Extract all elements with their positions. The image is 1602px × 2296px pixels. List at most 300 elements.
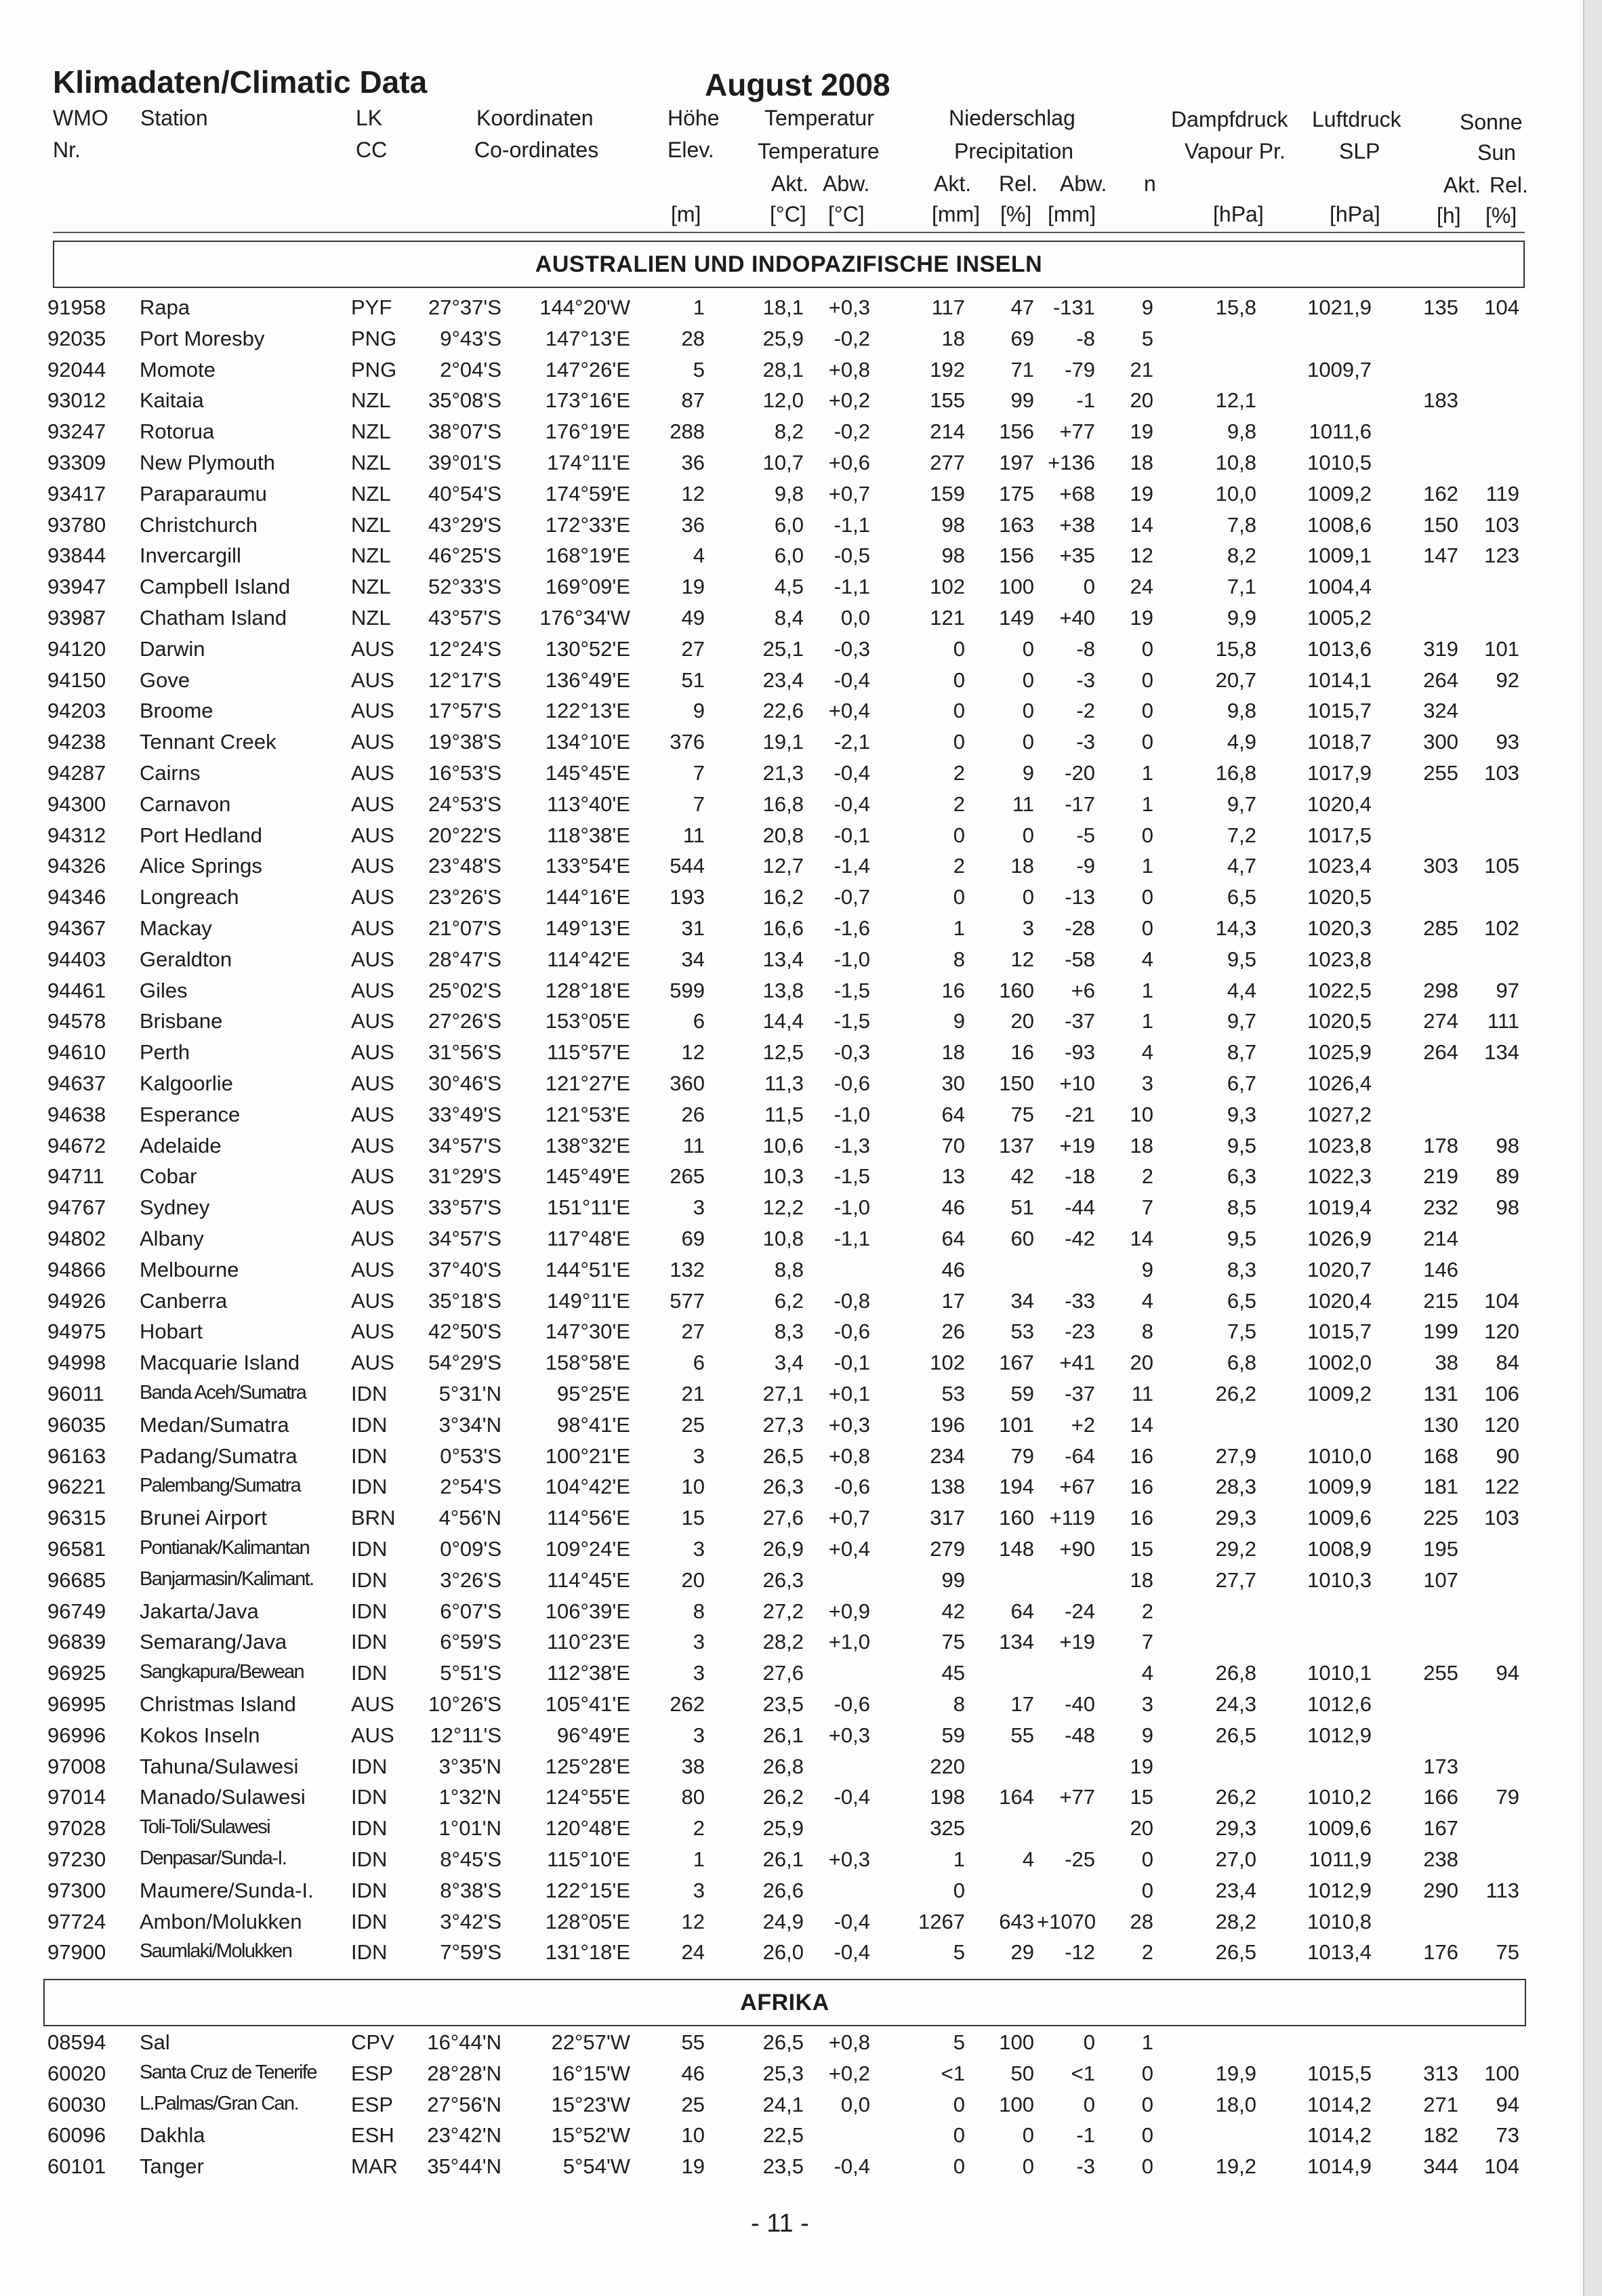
cell-t-akt: 26,5 — [762, 1443, 804, 1468]
cell-t-akt: 26,3 — [762, 1475, 804, 1499]
cell-slp: 1009,2 — [1307, 1382, 1372, 1406]
cell-lat: 17°57'S — [428, 699, 501, 723]
cell-lk: AUS — [351, 792, 394, 816]
cell-lk: NZL — [351, 575, 391, 599]
cell-sun-rel: 97 — [1496, 978, 1519, 1002]
cell-vapour: 9,5 — [1227, 947, 1256, 971]
cell-vapour: 20,7 — [1215, 668, 1256, 692]
cell-wmo: 93780 — [47, 512, 106, 537]
cell-station: Adelaide — [140, 1133, 222, 1157]
cell-p-rel: 197 — [999, 451, 1034, 474]
cell-sun-rel: 123 — [1484, 544, 1519, 568]
cell-lk: AUS — [351, 1227, 394, 1250]
cell-wmo: 97900 — [47, 1940, 106, 1965]
cell-sun-akt: 135 — [1423, 295, 1458, 319]
table-row — [0, 1197, 1583, 1228]
cell-slp: 1015,7 — [1307, 1319, 1372, 1344]
cell-n: 16 — [1130, 1475, 1153, 1499]
cell-lk: IDN — [351, 1567, 388, 1592]
cell-p-abw: -5 — [1076, 823, 1095, 847]
table-row — [0, 1259, 1583, 1290]
cell-slp: 1011,9 — [1309, 1847, 1372, 1871]
cell-n: 8 — [1141, 1319, 1153, 1344]
cell-elev: 25 — [681, 1412, 705, 1437]
cell-lk: IDN — [351, 1412, 388, 1437]
cell-t-abw: -0,2 — [834, 419, 870, 444]
table-row — [0, 390, 1583, 421]
cell-t-akt: 13,8 — [762, 978, 804, 1002]
cell-lk: AUS — [351, 636, 394, 661]
cell-sun-rel: 103 — [1484, 512, 1519, 537]
cell-lat: 30°46'S — [428, 1071, 501, 1095]
cell-station: Kokos Inseln — [140, 1723, 260, 1747]
cell-wmo: 91958 — [47, 295, 106, 319]
cell-sun-rel: 94 — [1496, 1661, 1519, 1685]
cell-t-abw: -0,6 — [834, 1692, 870, 1716]
hdr-prec-akt: Akt. — [934, 171, 972, 196]
cell-elev: 360 — [670, 1071, 705, 1095]
cell-p-akt: 279 — [930, 1537, 965, 1561]
cell-station: Brunei Airport — [140, 1506, 267, 1530]
cell-n: 20 — [1130, 1351, 1153, 1375]
cell-elev: 87 — [681, 388, 705, 413]
cell-sun-akt: 183 — [1423, 388, 1458, 413]
cell-p-akt: 192 — [930, 357, 965, 382]
cell-slp: 1009,9 — [1307, 1475, 1372, 1499]
hdr-sun: Sun — [1477, 140, 1516, 165]
cell-vapour: 9,8 — [1227, 699, 1256, 723]
cell-n: 15 — [1130, 1537, 1153, 1561]
cell-slp: 1025,9 — [1307, 1040, 1372, 1065]
cell-elev: 544 — [670, 854, 705, 878]
cell-vapour: 4,7 — [1227, 854, 1256, 878]
cell-p-rel: 55 — [1010, 1723, 1034, 1747]
cell-station: Cairns — [140, 761, 201, 785]
cell-wmo: 94711 — [47, 1164, 104, 1189]
cell-vapour: 8,5 — [1227, 1195, 1256, 1220]
cell-vapour: 24,3 — [1215, 1692, 1256, 1716]
cell-t-akt: 4,5 — [774, 575, 804, 599]
cell-elev: 9 — [693, 699, 705, 723]
cell-lk: NZL — [351, 512, 391, 537]
cell-sun-akt: 166 — [1423, 1785, 1458, 1809]
cell-lon: 144°20'W — [539, 295, 630, 319]
cell-wmo: 97300 — [47, 1878, 106, 1902]
cell-sun-akt: 173 — [1423, 1754, 1458, 1778]
cell-station: Maumere/Sunda-I. — [140, 1878, 314, 1902]
cell-lon: 106°39'E — [545, 1599, 630, 1623]
table-row — [0, 1042, 1583, 1073]
cell-t-abw: 0,0 — [840, 606, 870, 630]
section-header — [53, 241, 1525, 288]
cell-p-rel: 71 — [1010, 357, 1034, 382]
cell-t-akt: 10,3 — [762, 1164, 804, 1189]
cell-station: Jakarta/Java — [140, 1599, 259, 1623]
cell-p-abw: -12 — [1065, 1940, 1095, 1965]
cell-lon: 112°38'E — [547, 1661, 630, 1685]
cell-slp: 1023,8 — [1307, 947, 1372, 971]
cell-t-akt: 12,2 — [762, 1195, 804, 1220]
cell-elev: 7 — [693, 792, 705, 816]
cell-vapour: 27,0 — [1215, 1847, 1256, 1871]
cell-p-abw: -17 — [1065, 792, 1095, 816]
cell-station: Sal — [140, 2030, 170, 2054]
cell-lat: 16°44'N — [427, 2030, 501, 2054]
cell-p-abw: <1 — [1071, 2061, 1095, 2085]
cell-p-abw: -1 — [1076, 2123, 1095, 2148]
table-row — [0, 576, 1583, 607]
cell-elev: 51 — [681, 668, 705, 692]
cell-t-abw: -0,8 — [834, 1288, 870, 1313]
cell-lat: 27°56'N — [427, 2092, 501, 2116]
cell-p-abw: +90 — [1059, 1537, 1095, 1561]
cell-vapour: 9,8 — [1227, 419, 1256, 444]
cell-vapour: 28,3 — [1215, 1475, 1256, 1499]
cell-p-akt: 42 — [941, 1599, 965, 1623]
cell-lat: 23°48'S — [428, 854, 501, 878]
cell-slp: 1020,5 — [1307, 885, 1372, 909]
table-row — [0, 483, 1583, 514]
cell-lat: 2°04'S — [440, 357, 501, 382]
cell-lat: 0°09'S — [440, 1537, 501, 1561]
cell-t-akt: 26,2 — [762, 1785, 804, 1809]
cell-p-akt: 155 — [930, 388, 965, 413]
cell-p-akt: 0 — [953, 2154, 965, 2179]
cell-t-abw: 0,0 — [840, 2092, 870, 2116]
cell-lon: 174°11'E — [547, 451, 630, 474]
cell-elev: 4 — [693, 544, 705, 568]
cell-p-rel: 99 — [1010, 388, 1034, 413]
cell-t-abw: +0,3 — [828, 1847, 870, 1871]
cell-sun-rel: 104 — [1484, 1288, 1519, 1313]
cell-slp: 1026,9 — [1307, 1227, 1372, 1250]
cell-wmo: 97014 — [47, 1785, 106, 1809]
cell-wmo: 96925 — [47, 1661, 106, 1685]
cell-t-akt: 23,5 — [762, 1692, 804, 1716]
cell-elev: 3 — [693, 1723, 705, 1747]
cell-sun-rel: 75 — [1496, 1940, 1519, 1965]
cell-station: Hobart — [140, 1319, 203, 1344]
cell-station: Semarang/Java — [140, 1630, 287, 1654]
cell-p-rel: 101 — [999, 1412, 1034, 1437]
cell-n: 0 — [1141, 668, 1153, 692]
cell-station: Saumlaki/Molukken — [140, 1940, 292, 1963]
cell-lat: 1°32'N — [438, 1785, 501, 1809]
cell-lon: 98°41'E — [557, 1412, 630, 1437]
cell-t-akt: 25,9 — [762, 326, 804, 350]
cell-station: Sangkapura/Bewean — [140, 1661, 304, 1683]
section-title: AUSTRALIEN UND INDOPAZIFISCHE INSELN — [535, 251, 1043, 277]
cell-lon: 118°38'E — [547, 823, 630, 847]
cell-slp: 1010,0 — [1307, 1443, 1372, 1468]
cell-sun-rel: 122 — [1484, 1475, 1519, 1499]
cell-t-akt: 23,4 — [762, 668, 804, 692]
cell-lon: 145°49'E — [545, 1164, 630, 1189]
cell-n: 0 — [1141, 2154, 1153, 2179]
cell-lat: 52°33'S — [428, 575, 501, 599]
cell-n: 0 — [1141, 2061, 1153, 2085]
cell-t-abw: +0,9 — [828, 1599, 870, 1623]
cell-station: Albany — [140, 1227, 204, 1250]
cell-t-akt: 24,9 — [762, 1909, 804, 1933]
cell-lon: 120°48'E — [545, 1816, 630, 1841]
cell-station: Momote — [140, 357, 215, 382]
cell-lk: AUS — [351, 1040, 394, 1065]
cell-p-rel: 12 — [1010, 947, 1034, 971]
cell-sun-rel: 84 — [1496, 1351, 1519, 1375]
cell-p-abw: -20 — [1065, 761, 1095, 785]
cell-wmo: 97008 — [47, 1754, 106, 1778]
cell-p-abw: -25 — [1065, 1847, 1095, 1871]
cell-p-akt: 0 — [953, 2092, 965, 2116]
cell-p-akt: 13 — [941, 1164, 965, 1189]
cell-sun-rel: 104 — [1484, 295, 1519, 319]
cell-p-abw: -44 — [1065, 1195, 1095, 1220]
cell-vapour: 6,5 — [1227, 885, 1256, 909]
cell-p-abw: -64 — [1065, 1443, 1095, 1468]
cell-t-abw: +0,8 — [828, 2030, 870, 2054]
cell-lat: 3°26'S — [440, 1567, 501, 1592]
cell-wmo: 94926 — [47, 1288, 106, 1313]
cell-p-akt: 0 — [953, 823, 965, 847]
cell-lk: IDN — [351, 1382, 388, 1406]
cell-t-abw: +0,8 — [828, 357, 870, 382]
cell-sun-rel: 98 — [1496, 1133, 1519, 1157]
cell-wmo: 92035 — [47, 326, 106, 350]
table-row — [0, 1942, 1583, 1973]
cell-p-abw: -13 — [1065, 885, 1095, 909]
cell-lon: 147°26'E — [545, 357, 630, 382]
cell-t-abw: -1,5 — [834, 978, 870, 1002]
cell-vapour: 15,8 — [1215, 295, 1256, 319]
cell-station: Alice Springs — [140, 854, 262, 878]
cell-vapour: 10,0 — [1215, 481, 1256, 506]
cell-p-rel: 4 — [1022, 1847, 1034, 1871]
cell-slp: 1012,6 — [1307, 1692, 1372, 1716]
cell-t-abw: -1,0 — [834, 947, 870, 971]
cell-sun-rel: 120 — [1484, 1412, 1519, 1437]
cell-p-abw: -1 — [1076, 388, 1095, 413]
cell-vapour: 26,5 — [1215, 1723, 1256, 1747]
cell-sun-akt: 182 — [1423, 2123, 1458, 2148]
cell-lon: 104°42'E — [545, 1475, 630, 1499]
cell-elev: 34 — [681, 947, 705, 971]
cell-slp: 1021,9 — [1307, 295, 1372, 319]
cell-p-abw: -3 — [1076, 668, 1095, 692]
cell-lat: 12°24'S — [428, 636, 501, 661]
cell-t-akt: 26,6 — [762, 1878, 804, 1902]
cell-lon: 22°57'W — [551, 2030, 630, 2054]
cell-n: 1 — [1141, 761, 1153, 785]
cell-station: New Plymouth — [140, 451, 275, 474]
hdr-temp-abw: Abw. — [823, 171, 870, 196]
cell-station: Padang/Sumatra — [140, 1443, 297, 1468]
cell-t-akt: 25,9 — [762, 1816, 804, 1841]
section-header — [43, 1979, 1526, 2026]
cell-sun-rel: 119 — [1485, 481, 1519, 506]
cell-wmo: 97230 — [47, 1847, 106, 1871]
cell-t-akt: 3,4 — [774, 1351, 804, 1375]
cell-p-rel: 20 — [1010, 1009, 1034, 1033]
cell-lk: IDN — [351, 1909, 388, 1933]
cell-slp: 1010,2 — [1307, 1785, 1372, 1809]
cell-p-akt: 2 — [953, 761, 965, 785]
cell-p-rel: 175 — [999, 481, 1034, 506]
cell-lk: CPV — [351, 2030, 394, 2054]
cell-slp: 1023,4 — [1307, 854, 1372, 878]
cell-elev: 12 — [681, 481, 705, 506]
cell-wmo: 96996 — [47, 1723, 106, 1747]
cell-lat: 37°40'S — [428, 1257, 501, 1282]
cell-p-abw: -40 — [1065, 1692, 1095, 1716]
table-row — [0, 2125, 1583, 2156]
cell-lk: AUS — [351, 1692, 394, 1716]
hdr-niederschlag: Niederschlag — [949, 106, 1075, 130]
cell-wmo: 94767 — [47, 1195, 106, 1220]
cell-vapour: 19,9 — [1215, 2061, 1256, 2085]
cell-sun-akt: 162 — [1423, 481, 1458, 506]
cell-lat: 7°59'S — [440, 1940, 501, 1965]
cell-lk: ESP — [351, 2061, 394, 2085]
hdr-hoehe: Höhe — [668, 106, 720, 130]
cell-t-abw: +1,0 — [828, 1630, 870, 1654]
table-row — [0, 1476, 1583, 1507]
cell-lk: AUS — [351, 885, 394, 909]
cell-t-akt: 16,8 — [762, 792, 804, 816]
cell-slp: 1002,0 — [1307, 1351, 1372, 1375]
cell-elev: 3 — [693, 1195, 705, 1220]
cell-elev: 12 — [681, 1909, 705, 1933]
cell-vapour: 9,7 — [1227, 792, 1256, 816]
cell-lk: AUS — [351, 1257, 394, 1282]
cell-p-akt: 234 — [930, 1443, 965, 1468]
table-row — [0, 1507, 1583, 1538]
cell-lat: 35°44'N — [427, 2154, 501, 2179]
cell-p-rel: 0 — [1022, 699, 1034, 723]
hdr-sun-rel: Rel. — [1490, 173, 1528, 197]
cell-sun-akt: 255 — [1423, 1661, 1458, 1685]
cell-t-abw: -0,6 — [834, 1071, 870, 1095]
cell-wmo: 94312 — [47, 823, 106, 847]
cell-p-akt: 99 — [941, 1567, 965, 1592]
cell-vapour: 26,2 — [1215, 1785, 1256, 1809]
cell-wmo: 93247 — [47, 419, 106, 444]
cell-p-rel: 150 — [999, 1071, 1034, 1095]
table-row — [0, 2156, 1583, 2187]
cell-p-akt: 16 — [941, 978, 965, 1002]
table-row — [0, 1104, 1583, 1135]
cell-vapour: 9,3 — [1227, 1102, 1256, 1126]
cell-p-akt: 17 — [941, 1288, 965, 1313]
cell-station: Pontianak/Kalimantan — [140, 1537, 310, 1559]
cell-lk: IDN — [351, 1816, 388, 1841]
cell-elev: 577 — [670, 1288, 705, 1313]
cell-t-abw: +0,2 — [828, 388, 870, 413]
cell-p-abw: 0 — [1083, 2030, 1095, 2054]
cell-lk: NZL — [351, 388, 391, 413]
cell-n: 18 — [1130, 1567, 1153, 1592]
cell-elev: 376 — [670, 730, 705, 754]
cell-p-rel: 194 — [999, 1475, 1034, 1499]
cell-sun-akt: 238 — [1423, 1847, 1458, 1871]
cell-t-abw: -0,4 — [834, 1909, 870, 1933]
cell-elev: 36 — [681, 451, 705, 474]
cell-n: 9 — [1141, 1723, 1153, 1747]
cell-p-akt: 1 — [953, 916, 965, 940]
cell-slp: 1027,2 — [1307, 1102, 1372, 1126]
cell-p-rel: 0 — [1022, 823, 1034, 847]
cell-wmo: 94203 — [47, 699, 106, 723]
cell-n: 0 — [1141, 2123, 1153, 2148]
cell-elev: 12 — [681, 1040, 705, 1065]
cell-lk: NZL — [351, 544, 391, 568]
cell-p-rel: 75 — [1010, 1102, 1034, 1126]
cell-lon: 128°18'E — [545, 978, 630, 1002]
cell-p-abw: +35 — [1059, 544, 1095, 568]
cell-vapour: 6,8 — [1227, 1351, 1256, 1375]
cell-wmo: 94578 — [47, 1009, 106, 1033]
cell-sun-akt: 181 — [1423, 1475, 1458, 1499]
cell-slp: 1010,5 — [1307, 451, 1372, 474]
hdr-elev: Elev. — [668, 138, 714, 162]
cell-lk: MAR — [351, 2154, 398, 2179]
cell-lat: 19°38'S — [428, 730, 501, 754]
table-row — [0, 1443, 1583, 1477]
cell-lk: BRN — [351, 1506, 396, 1530]
cell-t-akt: 26,9 — [762, 1537, 804, 1561]
table-row — [0, 297, 1583, 328]
cell-p-abw: +19 — [1059, 1630, 1095, 1654]
table-row — [0, 328, 1583, 359]
cell-n: 0 — [1141, 885, 1153, 909]
cell-p-akt: 64 — [941, 1227, 965, 1250]
cell-lon: 128°05'E — [545, 1909, 630, 1933]
table-row — [0, 607, 1583, 638]
cell-p-rel: 50 — [1010, 2061, 1034, 2085]
table-row — [0, 670, 1583, 701]
cell-p-rel: 3 — [1022, 916, 1034, 940]
cell-t-akt: 10,6 — [762, 1133, 804, 1157]
cell-sun-rel: 98 — [1496, 1195, 1519, 1220]
cell-elev: 36 — [681, 512, 705, 537]
cell-p-akt: 102 — [930, 1351, 965, 1375]
cell-elev: 11 — [682, 1133, 705, 1157]
cell-wmo: 93309 — [47, 451, 106, 474]
table-row — [0, 918, 1583, 949]
cell-sun-akt: 147 — [1423, 544, 1458, 568]
cell-t-abw: +0,7 — [828, 1506, 870, 1530]
cell-n: 19 — [1130, 481, 1153, 506]
cell-station: Invercargill — [140, 544, 241, 568]
table-row — [0, 545, 1583, 576]
cell-t-abw: -1,0 — [834, 1195, 870, 1220]
cell-t-abw: +0,3 — [828, 295, 870, 319]
cell-elev: 21 — [681, 1382, 705, 1406]
cell-p-rel: 18 — [1010, 854, 1034, 878]
cell-elev: 26 — [681, 1102, 705, 1126]
cell-slp: 1009,6 — [1307, 1506, 1372, 1530]
page-number: - 11 - — [751, 2209, 809, 2238]
cell-wmo: 94975 — [47, 1319, 106, 1344]
cell-slp: 1020,3 — [1307, 916, 1372, 940]
cell-slp: 1009,7 — [1307, 357, 1372, 382]
cell-slp: 1020,5 — [1307, 1009, 1372, 1033]
cell-vapour: 19,2 — [1215, 2154, 1256, 2179]
cell-lk: PNG — [351, 357, 397, 382]
cell-t-akt: 27,6 — [762, 1661, 804, 1685]
header-rule — [53, 232, 1525, 233]
cell-sun-rel: 104 — [1484, 2154, 1519, 2179]
